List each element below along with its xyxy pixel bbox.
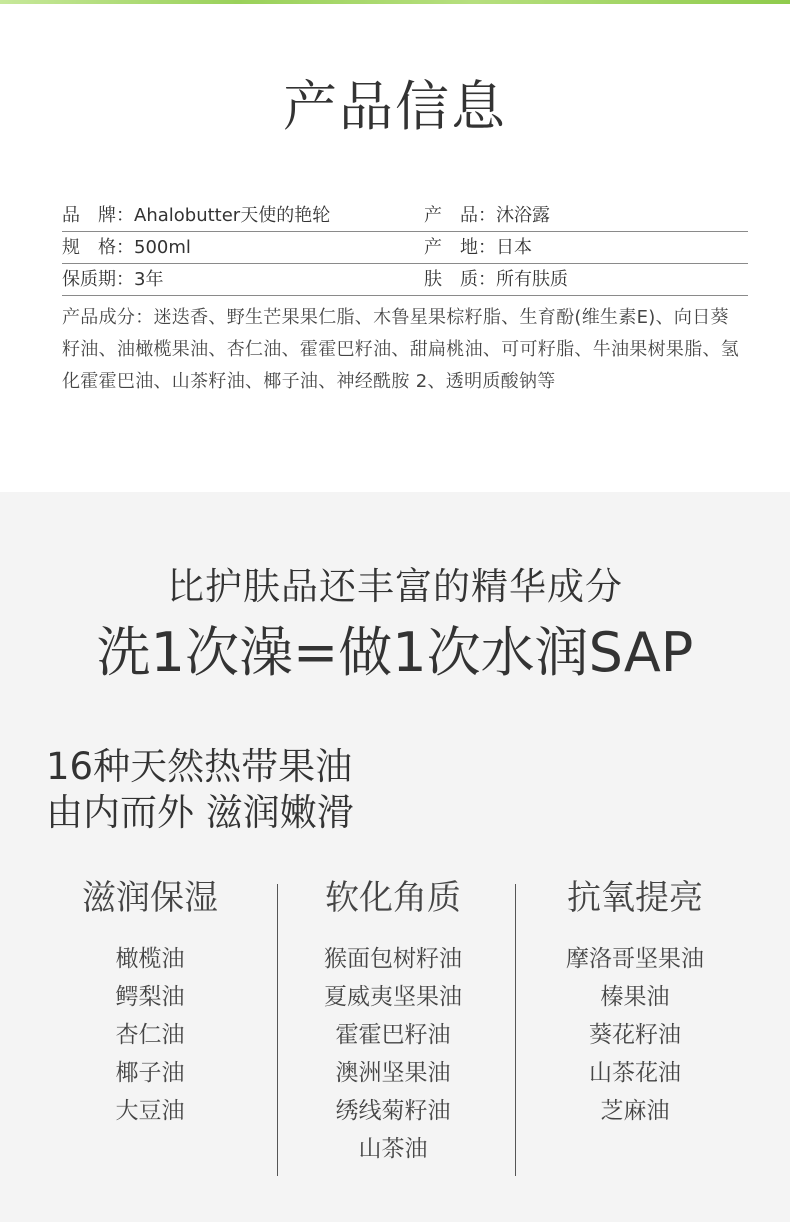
list-item: 橄榄油 [115,946,185,972]
list-item: 葵花籽油 [589,1022,681,1048]
column-exfoliating [274,872,512,1168]
list-item: 摩洛哥坚果油 [566,946,704,972]
promo-section [0,492,790,1222]
promo-headline: 洗1次澡=做1次水润SAP [96,621,694,684]
promo-subtitle: 比护肤品还丰富的精华成分 [167,565,623,608]
list-item: 鳄梨油 [115,984,185,1010]
spec-row [62,232,748,264]
column-title: 抗氧提亮 [567,878,703,918]
spec-product: 产 品：沐浴露 [424,205,550,226]
list-item: 绣线菊籽油 [335,1098,451,1124]
list-item: 夏威夷坚果油 [324,984,462,1010]
list-item: 山茶油 [358,1136,428,1162]
list-item: 杏仁油 [115,1022,185,1048]
list-item: 芝麻油 [600,1098,670,1124]
list-item: 椰子油 [115,1060,185,1086]
spec-table [62,200,748,296]
column-title: 软化角质 [325,878,461,918]
list-item: 霍霍巴籽油 [335,1022,451,1048]
spec-skin-type: 肤 质：所有肤质 [424,269,568,290]
product-info-section [0,0,790,492]
decorative-top-strip [0,0,790,4]
ingredients-text: 产品成分：迷迭香、野生芒果果仁脂、木鲁星果棕籽脂、生育酚(维生素E)、向日葵籽油、油橄榄果油、杏仁油、霍霍巴籽油、甜扁桃油、可可籽脂、牛油果树果脂、氢化霍霍巴油、山茶籽油、椰子油、神经酰胺 2、透明质酸钠等 [62,307,740,392]
oil-heading-line2: 由内而外 滋润嫩滑 [46,791,354,834]
page-title: 产品信息 [283,75,507,138]
spec-brand: 品 牌：Ahalobutter天使的艳轮 [62,205,331,226]
list-item: 大豆油 [115,1098,185,1124]
list-item: 榛果油 [600,984,670,1010]
list-item: 猴面包树籽油 [324,946,462,972]
column-moisturizing [31,872,269,1130]
oil-heading-line1: 16种天然热带果油 [46,745,353,788]
spec-row [62,264,748,296]
spec-origin: 产 地：日本 [424,237,532,258]
spec-size: 规 格：500ml [62,237,191,258]
oil-heading [46,744,354,836]
column-brightening [516,872,754,1130]
column-title: 滋润保湿 [82,878,218,918]
list-item: 澳洲坚果油 [335,1060,451,1086]
list-item: 山茶花油 [589,1060,681,1086]
spec-row [62,200,748,232]
spec-shelf-life: 保质期：3年 [62,269,164,290]
